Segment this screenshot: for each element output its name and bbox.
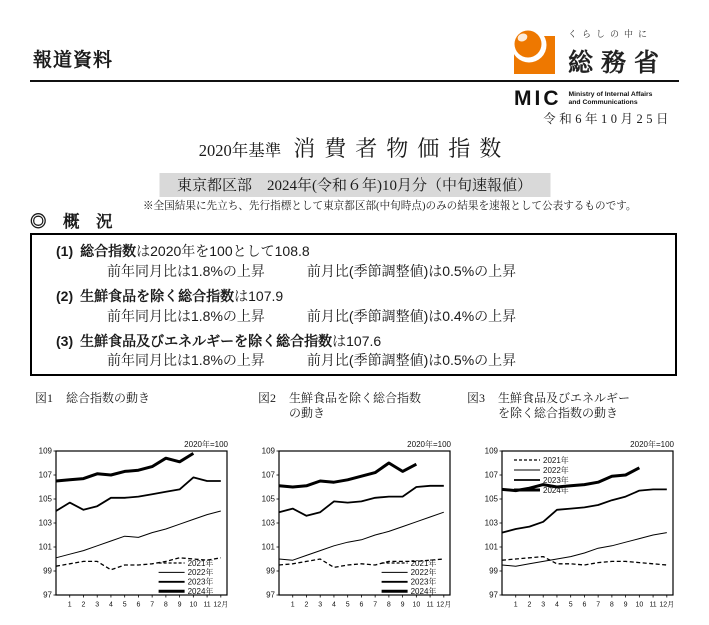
x-tick-label: 3	[318, 601, 323, 609]
legend-label-2022年: 2022年	[410, 568, 437, 578]
item3-number: (3)	[56, 332, 74, 349]
legend-label-2022年: 2022年	[187, 568, 214, 578]
mic-logo	[514, 87, 652, 111]
figure3-line-chart	[479, 438, 677, 610]
x-tick-label: 11	[203, 601, 211, 609]
x-tick-label: 4	[108, 601, 113, 609]
x-tick-label: 1	[290, 601, 295, 609]
overview-item-1	[56, 242, 669, 282]
figure2-line-chart	[256, 438, 454, 610]
x-tick-label: 8	[386, 601, 391, 609]
title-base-year: 2020年基準	[198, 141, 282, 160]
figure2-label: 図2	[258, 391, 277, 405]
x-tick-label: 6	[582, 601, 587, 609]
mic-full-name-line2: and Communications	[568, 99, 638, 106]
item3-value-text: は107.6	[332, 332, 382, 349]
ministry-name: 総務省	[568, 50, 668, 77]
series-line-2023年	[502, 489, 667, 532]
legend-label-2021年: 2021年	[187, 558, 214, 568]
x-tick-label: 11	[649, 601, 657, 609]
x-tick-label: 5	[568, 601, 573, 609]
item3-mom-change: 前月比(季節調整値)は0.5%の上昇	[306, 352, 517, 369]
soumu-logo	[508, 24, 667, 79]
figure3-title-line1: 生鮮食品及びエネルギー	[498, 391, 631, 405]
x-tick-label: 12月	[213, 601, 229, 609]
page-title	[0, 132, 709, 163]
x-tick-label: 7	[150, 601, 155, 609]
x-tick-label: 3	[541, 601, 546, 609]
x-tick-label: 10	[412, 601, 421, 609]
subtitle-bar: 東京都区部 2024年(令和６年)10月分（中旬速報値）	[159, 173, 550, 197]
y-tick-label: 103	[484, 518, 498, 528]
y-tick-label: 99	[43, 566, 52, 576]
x-tick-label: 9	[400, 601, 405, 609]
legend-label-2024年: 2024年	[187, 587, 214, 596]
document-type-label: 報道資料	[33, 50, 114, 71]
figure3-plot	[479, 438, 677, 610]
y-tick-label: 105	[484, 494, 498, 504]
mic-full-name-line1: Ministry of Internal Affairs	[568, 90, 653, 98]
item1-index-name: 総合指数	[80, 243, 137, 259]
unit-label: 2020年=100	[407, 440, 451, 449]
series-line-2024年	[279, 463, 416, 487]
y-tick-label: 107	[261, 470, 275, 480]
series-line-2024年	[56, 453, 193, 481]
figure2-title-line2: の動き	[289, 406, 326, 421]
series-line-2021年	[502, 557, 667, 565]
x-tick-label: 4	[554, 601, 559, 609]
x-tick-label: 10	[189, 601, 198, 609]
y-tick-label: 101	[38, 542, 52, 552]
x-tick-label: 9	[177, 601, 182, 609]
y-tick-label: 105	[261, 494, 275, 504]
x-tick-label: 2	[304, 601, 309, 609]
y-tick-label: 101	[261, 542, 275, 552]
item2-yoy-change: 前年同月比は1.8%の上昇	[107, 307, 265, 324]
plot-border	[502, 451, 673, 595]
y-tick-label: 107	[484, 470, 498, 480]
y-tick-label: 103	[38, 518, 52, 528]
y-tick-label: 105	[38, 494, 52, 504]
legend-label-2022年: 2022年	[543, 465, 569, 475]
legend-label-2021年: 2021年	[543, 455, 569, 465]
item1-value-text: は2020年を100として108.8	[136, 243, 310, 259]
mic-full-name	[569, 91, 653, 108]
y-tick-label: 99	[266, 566, 275, 576]
unit-label: 2020年=100	[630, 440, 674, 449]
y-tick-label: 99	[489, 566, 498, 576]
preliminary-note: ※全国結果に先立ち、先行指標として東京都区部(中旬時点)のみの結果を速報として公表するものです。	[143, 201, 637, 212]
y-tick-label: 109	[38, 446, 52, 456]
x-tick-label: 2	[81, 601, 86, 609]
release-date: 令和6年10月25日	[543, 112, 672, 126]
item2-mom-change: 前月比(季節調整値)は0.4%の上昇	[306, 307, 517, 324]
x-tick-label: 8	[163, 601, 168, 609]
x-tick-label: 2	[527, 601, 532, 609]
item2-index-name: 生鮮食品を除く総合指数	[80, 287, 235, 304]
x-tick-label: 10	[635, 601, 644, 609]
item2-number: (2)	[56, 287, 74, 304]
figure1-title-line1: 総合指数の動き	[66, 391, 151, 405]
legend-label-2024年: 2024年	[543, 485, 569, 495]
series-line-2023年	[279, 486, 444, 516]
x-tick-label: 8	[609, 601, 614, 609]
series-line-2023年	[56, 477, 221, 511]
y-tick-label: 107	[38, 470, 52, 480]
logo-tagline: くらしの中に	[568, 29, 653, 39]
x-tick-label: 11	[426, 601, 434, 609]
x-tick-label: 9	[623, 601, 628, 609]
item2-value-text: は107.9	[234, 287, 284, 304]
x-tick-label: 3	[95, 601, 100, 609]
series-line-2022年	[279, 512, 444, 560]
item1-mom-change: 前月比(季節調整値)は0.5%の上昇	[306, 262, 517, 279]
logo-text	[568, 24, 667, 79]
y-tick-label: 109	[261, 446, 275, 456]
soumu-logo-icon	[508, 24, 562, 78]
legend-label-2023年: 2023年	[543, 475, 569, 485]
x-tick-label: 12月	[436, 601, 452, 609]
y-tick-label: 97	[266, 590, 275, 600]
item1-yoy-change: 前年同月比は1.8%の上昇	[107, 262, 265, 279]
figure1-plot	[33, 438, 231, 610]
series-line-2022年	[502, 533, 667, 567]
x-tick-label: 4	[331, 601, 336, 609]
y-tick-label: 97	[489, 590, 498, 600]
series-line-2022年	[56, 511, 221, 558]
mic-acronym: MIC	[514, 87, 562, 110]
overview-item-3	[56, 332, 669, 372]
figure2-title	[258, 391, 421, 422]
x-tick-label: 6	[359, 601, 364, 609]
unit-label: 2020年=100	[184, 440, 228, 449]
item3-yoy-change: 前年同月比は1.8%の上昇	[107, 352, 265, 369]
legend-label-2023年: 2023年	[410, 577, 437, 587]
x-tick-label: 1	[513, 601, 518, 609]
figure1-title	[35, 391, 150, 406]
y-tick-label: 101	[484, 542, 498, 552]
x-tick-label: 1	[67, 601, 72, 609]
overview-box	[30, 233, 677, 376]
figure3-label: 図3	[467, 391, 486, 405]
x-tick-label: 5	[122, 601, 127, 609]
overview-item-2	[56, 287, 669, 327]
legend-label-2021年: 2021年	[410, 558, 437, 568]
title-main: 消費者物価指数	[293, 136, 511, 161]
legend-label-2023年: 2023年	[187, 577, 214, 587]
y-tick-label: 103	[261, 518, 275, 528]
x-tick-label: 6	[136, 601, 141, 609]
figure3-title	[467, 391, 630, 422]
figure1-label: 図1	[35, 391, 54, 405]
figure1-line-chart	[33, 438, 231, 610]
item3-index-name: 生鮮食品及びエネルギーを除く総合指数	[80, 332, 333, 349]
charts-row	[33, 438, 677, 610]
x-tick-label: 12月	[659, 601, 675, 609]
y-tick-label: 109	[484, 446, 498, 456]
x-tick-label: 7	[596, 601, 601, 609]
x-tick-label: 7	[373, 601, 378, 609]
y-tick-label: 97	[43, 590, 52, 600]
x-tick-label: 5	[345, 601, 350, 609]
legend-label-2024年: 2024年	[410, 587, 437, 596]
figure2-plot	[256, 438, 454, 610]
section-heading-overview: ◎ 概 況	[30, 213, 113, 231]
header-divider	[30, 80, 679, 82]
figure2-title-line1: 生鮮食品を除く総合指数	[289, 391, 422, 405]
figure3-title-line2: を除く総合指数の動き	[498, 406, 619, 421]
item1-number: (1)	[56, 243, 74, 259]
